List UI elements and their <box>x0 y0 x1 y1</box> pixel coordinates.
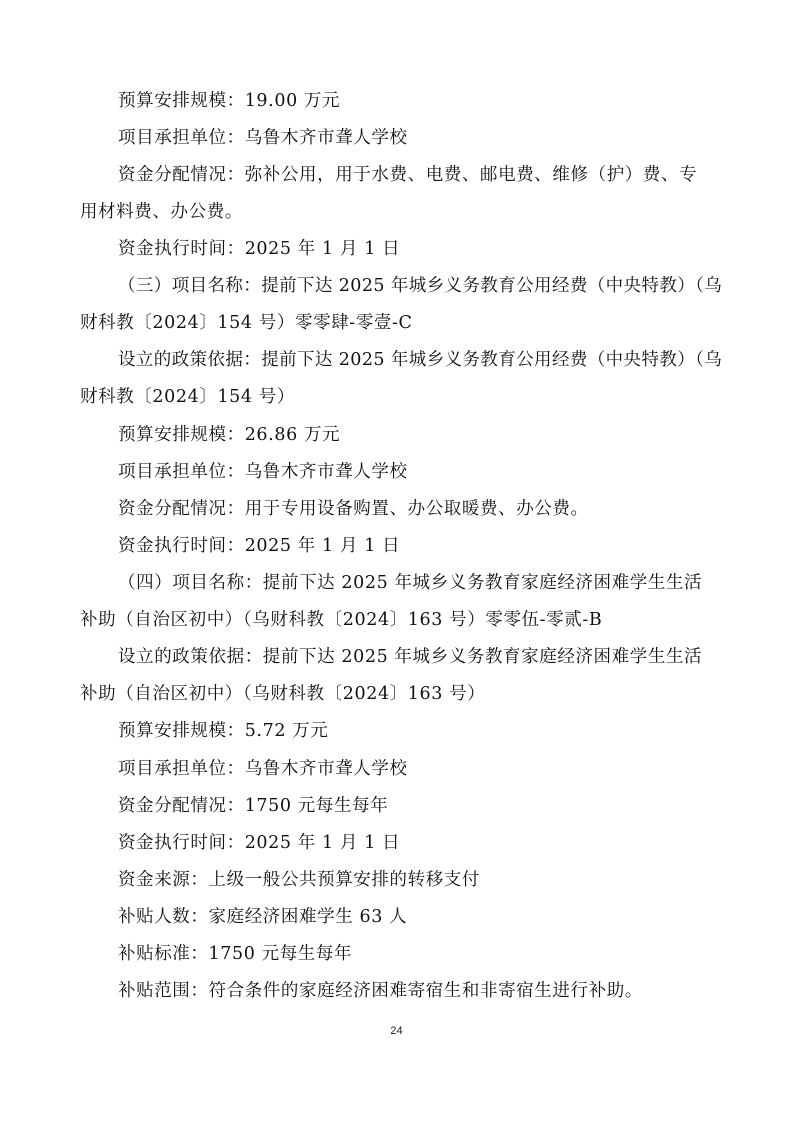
policy-basis-cont: 补助（自治区初中）（乌财科教〔2024〕163 号） <box>80 684 486 704</box>
project-3-name-cont: 财科教〔2024〕154 号）零零肆-零壹-C <box>80 313 413 333</box>
execution-time-line: 资金执行时间：2025 年 1 月 1 日 <box>118 239 401 259</box>
fund-allocation-line: 资金分配情况：弥补公用，用于水费、电费、邮电费、维修（护）费、专 <box>118 165 698 185</box>
project-3-name-line: （三）项目名称：提前下达 2025 年城乡义务教育公用经费（中央特教）（乌 <box>118 276 723 296</box>
fund-source-line: 资金来源：上级一般公共预算安排的转移支付 <box>118 870 480 890</box>
subsidy-standard-line: 补贴标准：1750 元每生每年 <box>118 944 353 964</box>
page-number: 24 <box>390 1025 403 1037</box>
project-4-name-cont: 补助（自治区初中）（乌财科教〔2024〕163 号）零零伍-零贰-B <box>80 610 603 630</box>
policy-basis-line: 设立的政策依据：提前下达 2025 年城乡义务教育公用经费（中央特教）（乌 <box>118 350 723 370</box>
budget-scale-line: 预算安排规模：19.00 万元 <box>118 91 341 111</box>
policy-basis-line: 设立的政策依据：提前下达 2025 年城乡义务教育家庭经济困难学生生活 <box>118 647 703 667</box>
execution-time-line: 资金执行时间：2025 年 1 月 1 日 <box>118 833 401 853</box>
fund-allocation-line: 资金分配情况：用于专用设备购置、办公取暖费、办公费。 <box>118 499 589 519</box>
execution-time-line: 资金执行时间：2025 年 1 月 1 日 <box>118 536 401 556</box>
policy-basis-cont: 财科教〔2024〕154 号） <box>80 387 296 407</box>
fund-allocation-line: 资金分配情况：1750 元每生每年 <box>118 796 389 816</box>
undertaking-unit-line: 项目承担单位：乌鲁木齐市聋人学校 <box>118 128 408 148</box>
fund-allocation-cont: 用材料费、办公费。 <box>80 202 243 222</box>
undertaking-unit-line: 项目承担单位：乌鲁木齐市聋人学校 <box>118 462 408 482</box>
undertaking-unit-line: 项目承担单位：乌鲁木齐市聋人学校 <box>118 759 408 779</box>
budget-scale-line: 预算安排规模：26.86 万元 <box>118 425 341 445</box>
subsidy-count-line: 补贴人数：家庭经济困难学生 63 人 <box>118 907 408 927</box>
budget-scale-line: 预算安排规模：5.72 万元 <box>118 721 329 741</box>
subsidy-scope-line: 补贴范围：符合条件的家庭经济困难寄宿生和非寄宿生进行补助。 <box>118 981 643 1001</box>
project-4-name-line: （四）项目名称：提前下达 2025 年城乡义务教育家庭经济困难学生生活 <box>118 573 703 593</box>
